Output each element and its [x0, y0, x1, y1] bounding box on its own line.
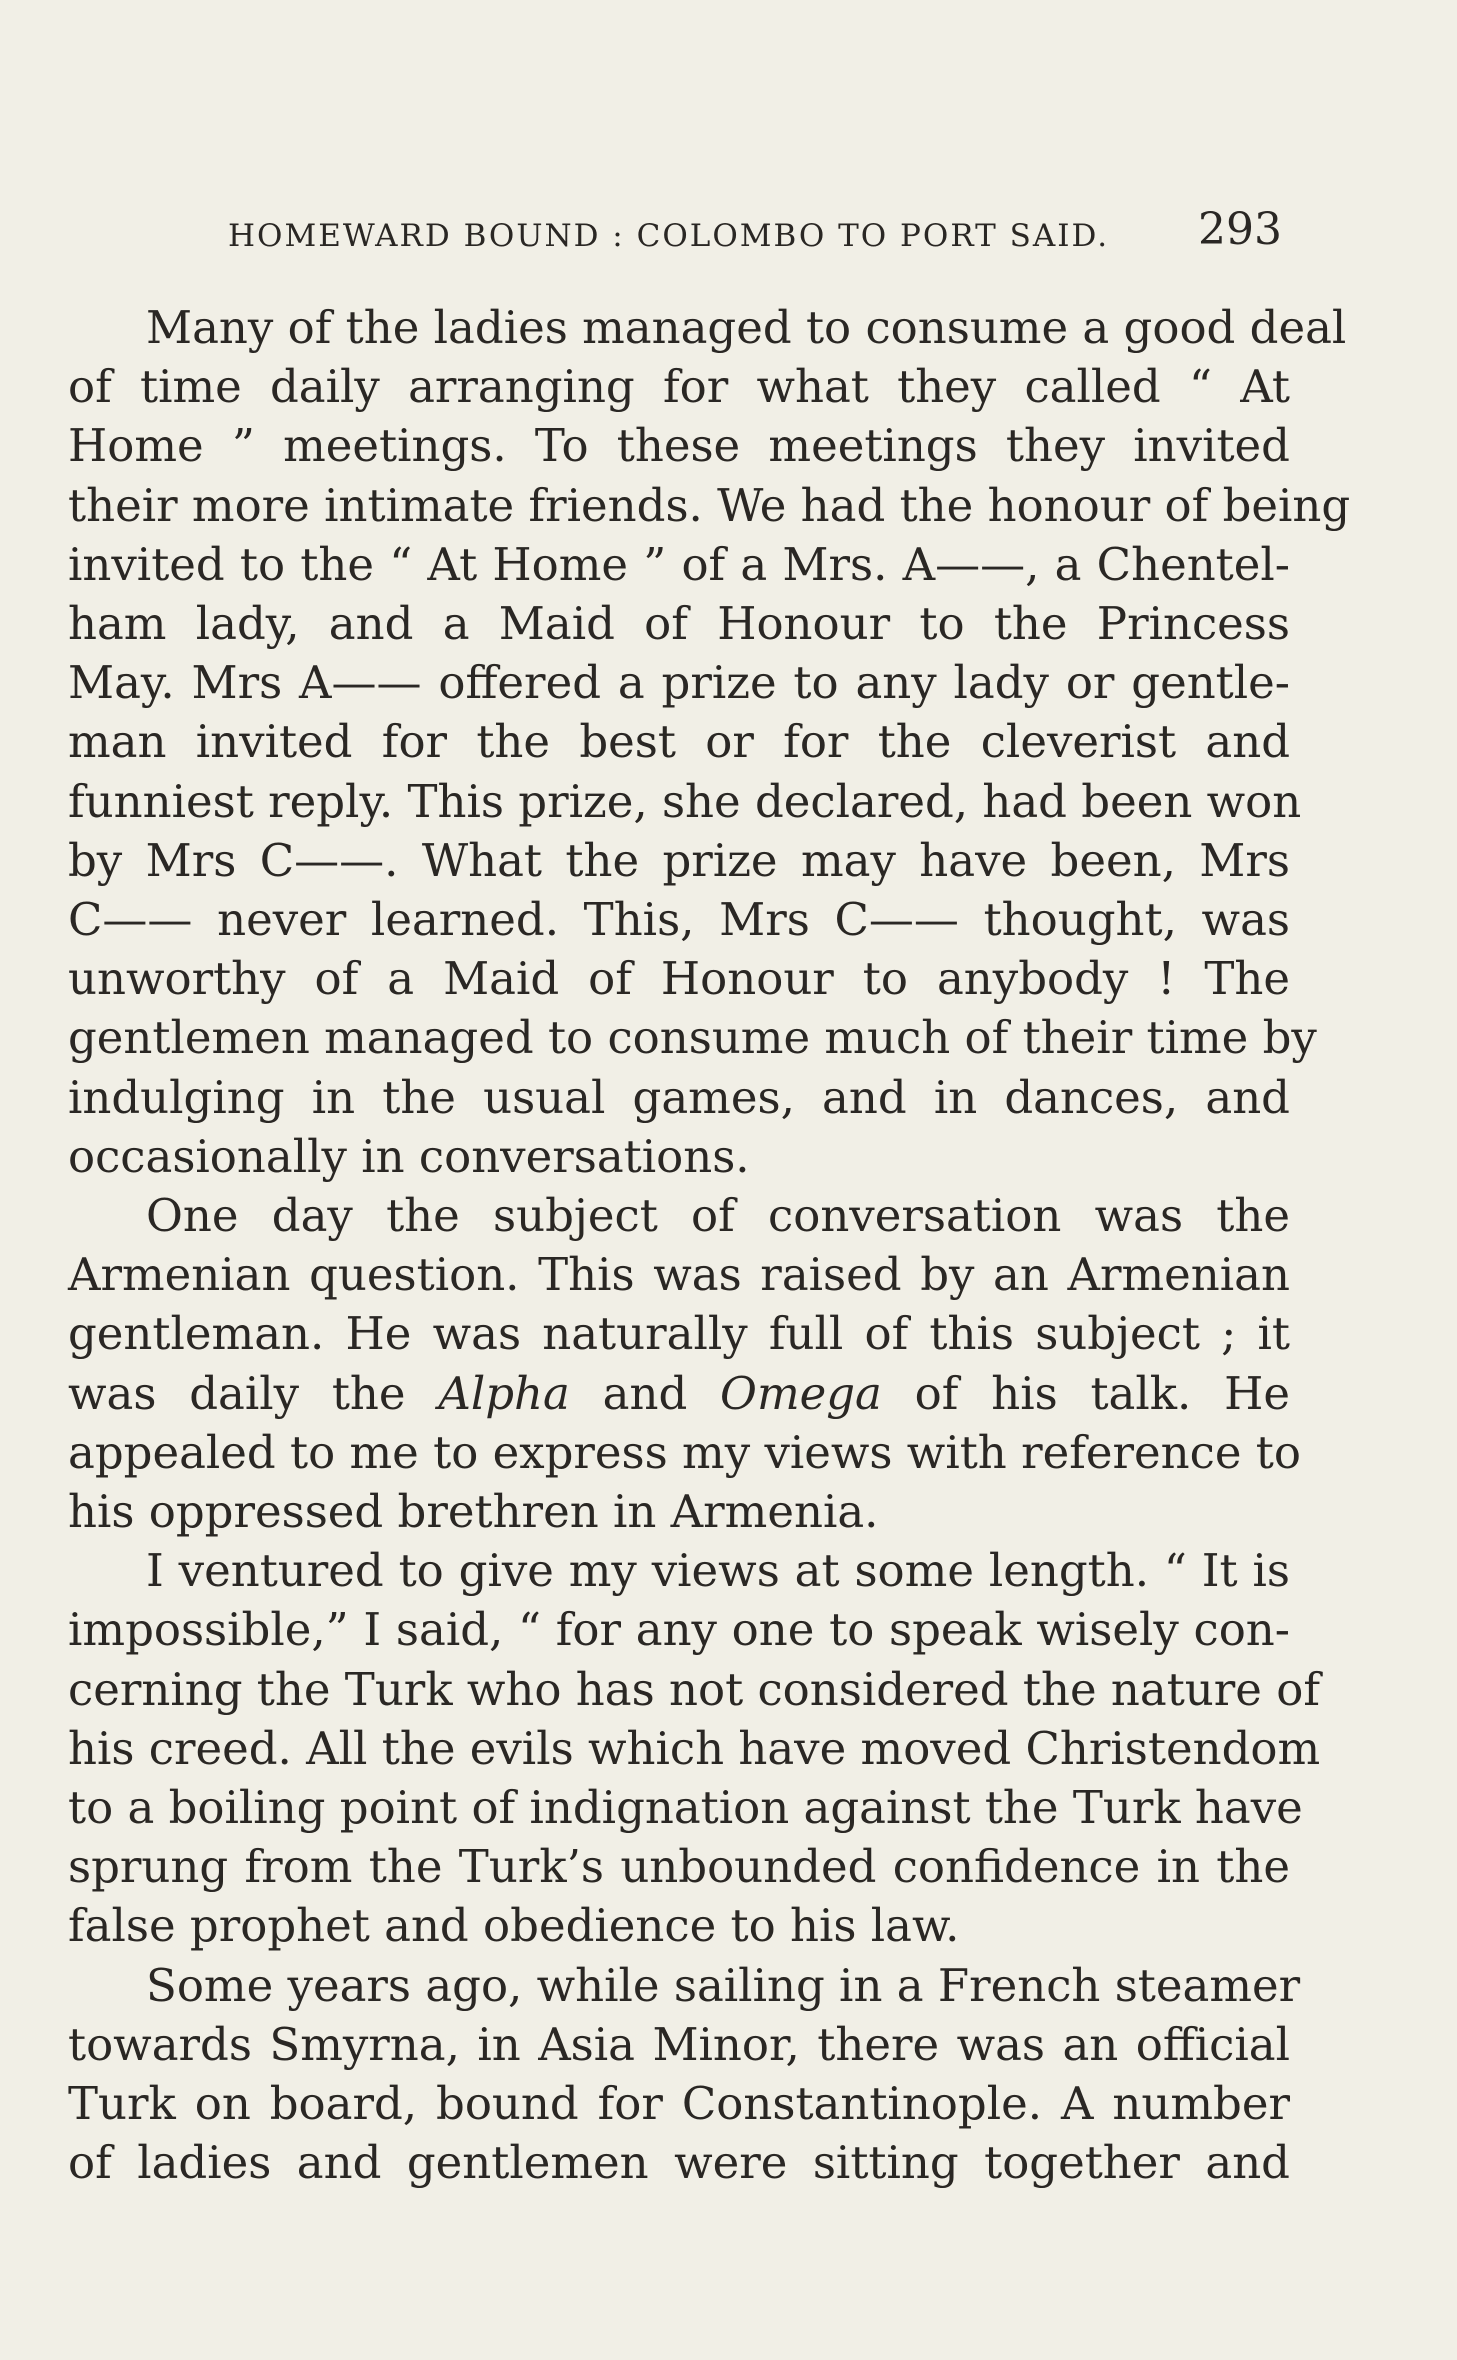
text-line: sprung from the Turk’s unbounded confidence in the	[68, 1840, 1290, 1894]
text-line: cerning the Turk who has not considered the nature of	[68, 1662, 1320, 1716]
paragraph-2	[68, 1186, 1301, 1541]
text-line: May. Mrs A—— offered a prize to any lady or gentle-	[68, 656, 1290, 710]
text-line: Many of the ladies managed to consume a good deal	[146, 301, 1347, 354]
text-line: their more intimate friends. We had the honour of being	[68, 478, 1351, 532]
paragraph-1	[68, 298, 1351, 1186]
text-fragment: and	[569, 1366, 721, 1420]
text-line: by Mrs C——. What the prize may have been, Mrs	[68, 833, 1290, 887]
text-line: indulging in the usual games, and in dances, and	[68, 1070, 1290, 1124]
text-line: One day the subject of conversation was the	[146, 1189, 1290, 1243]
text-line: Turk on board, bound for Constantinople. A number	[68, 2077, 1290, 2131]
text-line: I ventured to give my views at some length. “ It is	[146, 1544, 1290, 1598]
paragraph-4	[68, 1956, 1301, 2193]
text-line: man invited for the best or for the cleverist and	[68, 715, 1290, 769]
text-line: gentleman. He was naturally full of this subject ; it	[68, 1307, 1290, 1361]
text-line: Some years ago, while sailing in a French steamer	[146, 1958, 1301, 2012]
text-line: gentlemen managed to consume much of their time by	[68, 1011, 1317, 1065]
text-line: impossible,” I said, “ for any one to speak wisely con-	[68, 1603, 1290, 1657]
italic-alpha: Alpha	[438, 1366, 570, 1420]
text-line-alpha-omega	[68, 1364, 1290, 1423]
italic-omega: Omega	[720, 1366, 882, 1420]
text-line: Armenian question. This was raised by an Armenian	[68, 1248, 1290, 1302]
page-number: 293	[1198, 204, 1282, 255]
page-header	[228, 200, 1282, 260]
body-text	[68, 298, 1351, 2193]
text-line: ham lady, and a Maid of Honour to the Princess	[68, 597, 1290, 651]
text-line: his oppressed brethren in Armenia.	[68, 1485, 879, 1539]
text-line: appealed to me to express my views with reference to	[68, 1425, 1301, 1479]
text-line: towards Smyrna, in Asia Minor, there was an official	[68, 2017, 1290, 2071]
text-line: C—— never learned. This, Mrs C—— thought, was	[68, 893, 1290, 947]
paragraph-3	[68, 1541, 1321, 1955]
text-fragment: of his talk. He	[881, 1366, 1290, 1420]
text-line: of time daily arranging for what they called “ At	[68, 360, 1290, 414]
running-head: HOMEWARD BOUND : COLOMBO TO PORT SAID.	[228, 218, 1110, 254]
text-line: occasionally in conversations.	[68, 1129, 750, 1183]
text-line: to a boiling point of indignation against the Turk have	[68, 1781, 1303, 1835]
text-line: invited to the “ At Home ” of a Mrs. A——, a Chentel-	[68, 537, 1290, 591]
text-line: unworthy of a Maid of Honour to anybody ! The	[68, 952, 1290, 1006]
text-line: Home ” meetings. To these meetings they invited	[68, 419, 1290, 473]
text-fragment: was daily the	[68, 1366, 439, 1420]
text-line: his creed. All the evils which have moved Christendom	[68, 1721, 1321, 1775]
text-line: funniest reply. This prize, she declared, had been won	[68, 774, 1302, 828]
text-line: false prophet and obedience to his law.	[68, 1899, 960, 1953]
text-line: of ladies and gentlemen were sitting together and	[68, 2136, 1290, 2190]
